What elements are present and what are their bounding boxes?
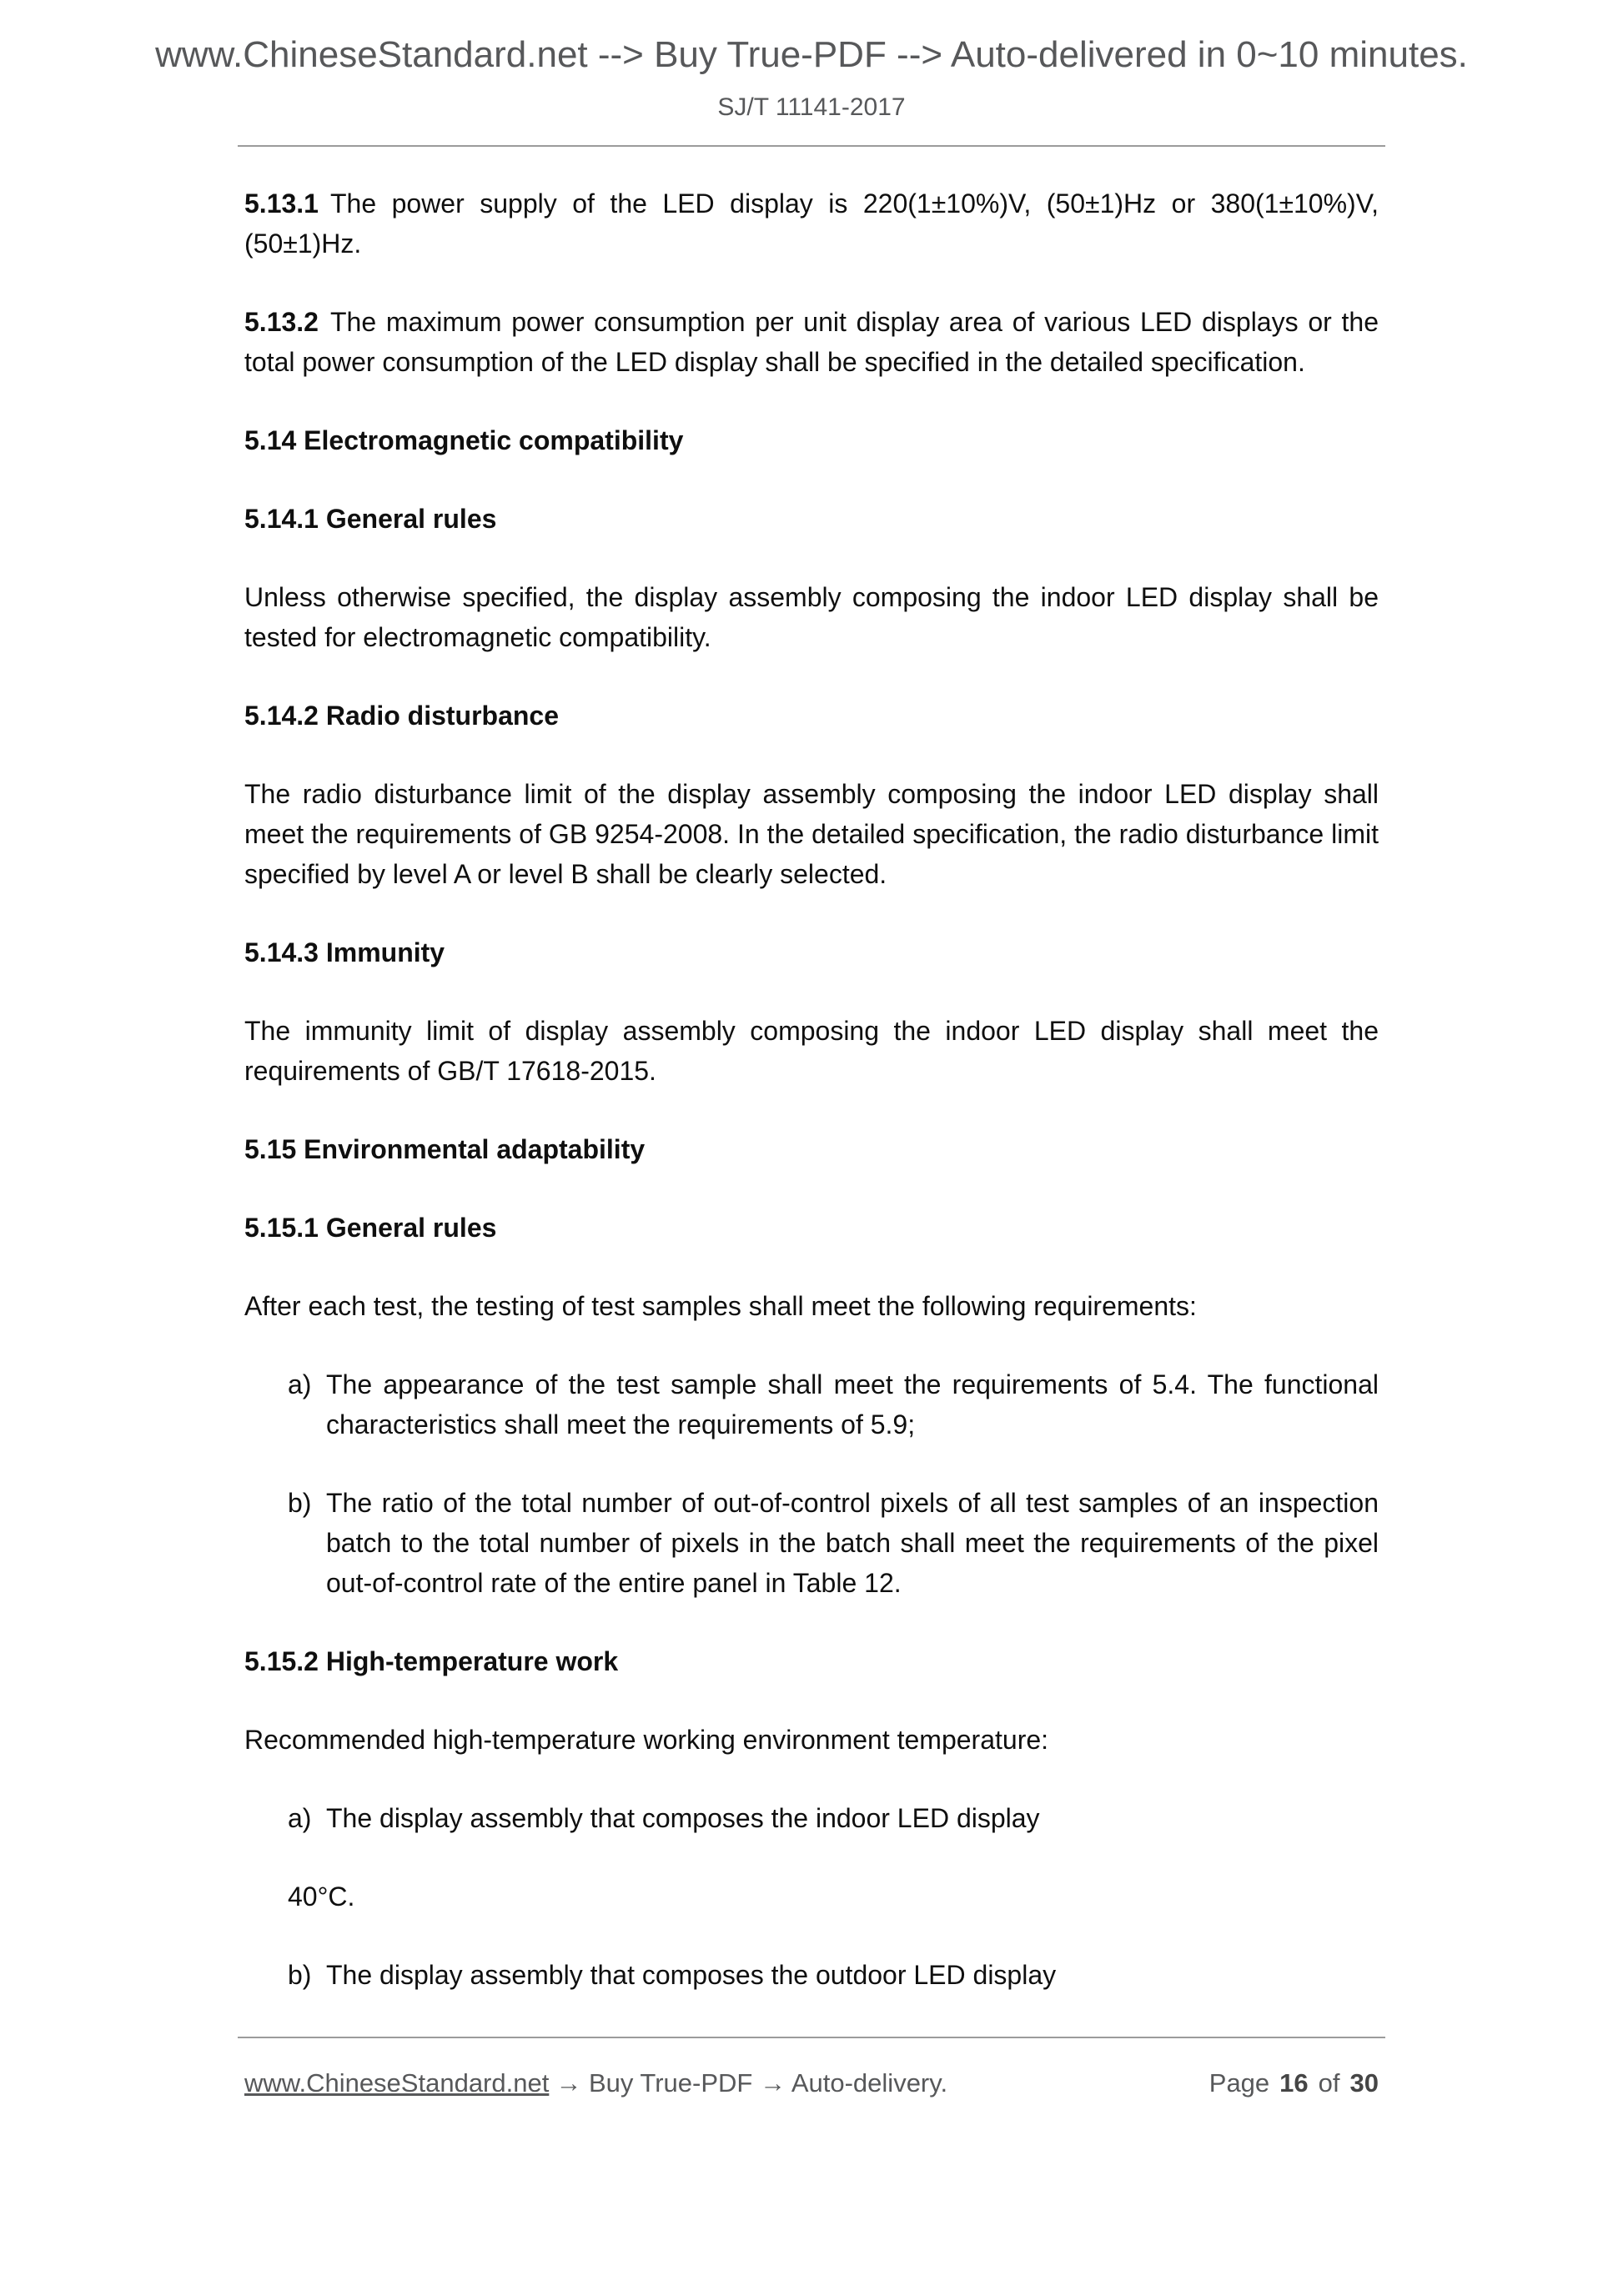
page-footer bbox=[244, 2065, 1379, 2102]
list-marker: b) bbox=[288, 1960, 312, 1990]
of-label: of bbox=[1318, 2068, 1340, 2098]
footer-divider bbox=[238, 2037, 1385, 2038]
paragraph-5-13-1 bbox=[244, 183, 1379, 264]
heading-5-14-1: 5.14.1 General rules bbox=[244, 504, 497, 534]
heading-5-14-2: 5.14.2 Radio disturbance bbox=[244, 701, 560, 731]
header-promo-text: www.ChineseStandard.net --> Buy True-PDF --> Auto-delivered in 0~10 minutes. bbox=[155, 34, 1468, 75]
heading-5-15-1: 5.15.1 General rules bbox=[244, 1213, 497, 1243]
clause-text: The maximum power consumption per unit display area of various LED displays or the total power consumption of the LED display shall be specified in the detailed specification. bbox=[244, 307, 1379, 377]
page-indicator bbox=[1209, 2065, 1379, 2102]
paragraph-radio-disturbance: The radio disturbance limit of the display assembly composing the indoor LED display shall meet the requirements of GB 9254-2008. In the detailed specification, the radio disturbance limit specified by level A or level B shall be clearly selected. bbox=[244, 779, 1379, 889]
heading-5-14: 5.14 Electromagnetic compatibility bbox=[244, 425, 684, 455]
clause-number: 5.13.2 bbox=[244, 307, 319, 337]
footer-promo bbox=[244, 2065, 947, 2102]
document-body bbox=[244, 183, 1379, 1995]
list-marker: b) bbox=[288, 1488, 312, 1518]
list-item-a-appearance bbox=[244, 1364, 1379, 1444]
paragraph-general-rules: Unless otherwise specified, the display assembly composing the indoor LED display shall be tested for electromagnetic compatibility. bbox=[244, 582, 1379, 652]
paragraph-temperature-value: 40°C. bbox=[288, 1882, 355, 1912]
standard-number: SJ/T 11141-2017 bbox=[717, 93, 906, 121]
list-item-b-pixel-ratio bbox=[244, 1483, 1379, 1603]
paragraph-5-13-2 bbox=[244, 302, 1379, 382]
list-item-text: The display assembly that composes the indoor LED display bbox=[326, 1803, 1040, 1833]
list-item-text: The appearance of the test sample shall meet the requirements of 5.4. The functional characteristics shall meet the requirements of 5.9; bbox=[326, 1369, 1379, 1439]
heading-5-14-3: 5.14.3 Immunity bbox=[244, 937, 445, 967]
page-total: 30 bbox=[1349, 2068, 1379, 2098]
list-marker: a) bbox=[288, 1803, 312, 1833]
list-item-text: The ratio of the total number of out-of-control pixels of all test samples of an inspection batch to the total number of pixels in the batch shall meet the requirements of the pixel out-of-control rate of the entire panel in Table 12. bbox=[326, 1488, 1379, 1598]
paragraph-immunity: The immunity limit of display assembly composing the indoor LED display shall meet the requirements of GB/T 17618-2015. bbox=[244, 1016, 1379, 1086]
list-item-text: The display assembly that composes the outdoor LED display bbox=[326, 1960, 1057, 1990]
footer-promo-text: → Buy True-PDF → Auto-delivery. bbox=[555, 2068, 948, 2098]
page-current: 16 bbox=[1279, 2068, 1309, 2098]
list-item-a-indoor-display bbox=[244, 1798, 1379, 1838]
clause-text: The power supply of the LED display is 220(1±10%)V, (50±1)Hz or 380(1±10%)V, (50±1)Hz. bbox=[244, 188, 1379, 259]
heading-5-15: 5.15 Environmental adaptability bbox=[244, 1134, 646, 1164]
list-marker: a) bbox=[288, 1369, 312, 1399]
header-divider bbox=[238, 145, 1385, 147]
page-label: Page bbox=[1208, 2068, 1270, 2098]
heading-5-15-2: 5.15.2 High-temperature work bbox=[244, 1646, 619, 1676]
paragraph-after-test: After each test, the testing of test samples shall meet the following requirements: bbox=[244, 1291, 1197, 1321]
footer-site-link[interactable]: www.ChineseStandard.net bbox=[244, 2068, 550, 2098]
paragraph-recommended-temp: Recommended high-temperature working environment temperature: bbox=[244, 1725, 1049, 1755]
list-item-b-outdoor-display bbox=[244, 1955, 1379, 1995]
clause-number: 5.13.1 bbox=[244, 188, 319, 219]
